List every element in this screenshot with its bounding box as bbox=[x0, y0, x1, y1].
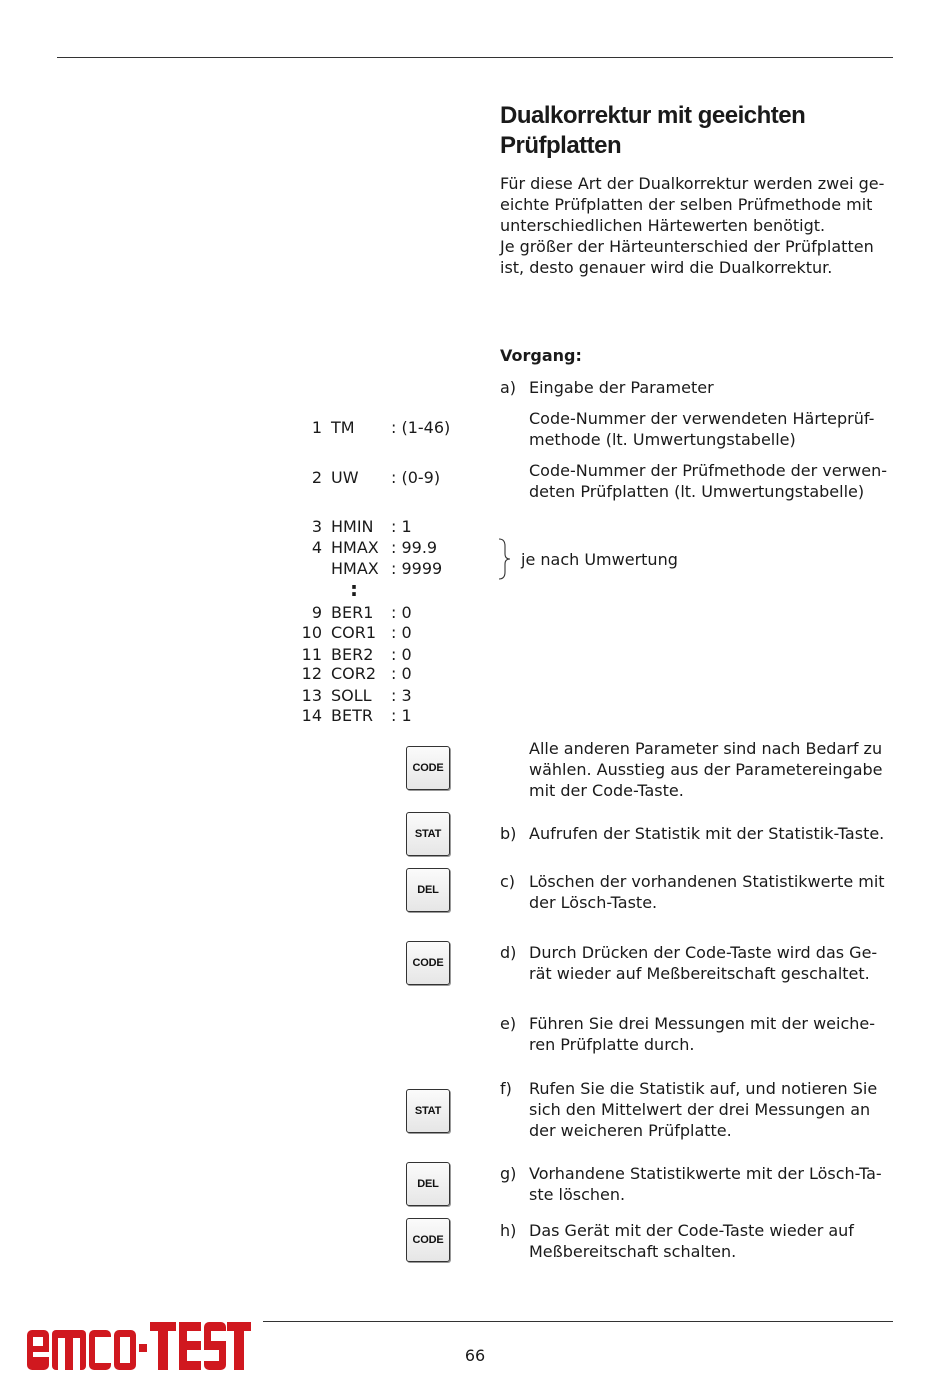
param-name: HMAX bbox=[331, 559, 379, 578]
stat-key-icon: STAT bbox=[406, 1089, 450, 1133]
step-a3-text bbox=[529, 738, 895, 801]
intro-line: unterschiedlichen Härtewerten benötigt. bbox=[500, 216, 826, 235]
step-h-text bbox=[529, 1220, 895, 1262]
param-name: COR2 bbox=[331, 664, 377, 683]
param-value: : 1 bbox=[391, 517, 412, 536]
param-row bbox=[0, 517, 460, 537]
step-f-label: f) bbox=[500, 1079, 512, 1098]
del-key-icon: DEL bbox=[406, 1162, 450, 1206]
text-line: der weicheren Prüfplatte. bbox=[529, 1121, 732, 1140]
param-value: : (0-9) bbox=[391, 468, 441, 487]
param-value: : 1 bbox=[391, 706, 412, 725]
param-name: BETR bbox=[331, 706, 373, 725]
intro-line: ist, desto genauer wird die Dualkorrektur. bbox=[500, 258, 833, 277]
step-a-label: a) bbox=[500, 378, 517, 397]
page-title bbox=[500, 101, 805, 161]
text-line: ste löschen. bbox=[529, 1185, 626, 1204]
text-line: Rufen Sie die Statistik auf, und notieren Sie bbox=[529, 1079, 878, 1098]
param-number: 3 bbox=[311, 517, 322, 536]
param-number: 13 bbox=[301, 686, 322, 705]
text-line: Das Gerät mit der Code-Taste wieder auf bbox=[529, 1221, 854, 1240]
step-c-label: c) bbox=[500, 872, 516, 891]
text-line: der Lösch-Taste. bbox=[529, 893, 658, 912]
intro-line: eichte Prüfplatten der selben Prüfmethode mit bbox=[500, 195, 873, 214]
param-row bbox=[0, 645, 460, 665]
step-b-text bbox=[529, 823, 895, 844]
step-d-text bbox=[529, 942, 895, 984]
param-value: : 3 bbox=[391, 686, 412, 705]
param-name: COR1 bbox=[331, 623, 377, 642]
brace-icon bbox=[497, 538, 513, 580]
param-row bbox=[0, 468, 460, 488]
step-c-text bbox=[529, 871, 895, 913]
step-g-text bbox=[529, 1163, 895, 1205]
vorgang-heading: Vorgang: bbox=[500, 346, 582, 365]
param-row bbox=[0, 664, 460, 684]
header-rule bbox=[57, 57, 893, 58]
param-number: 10 bbox=[301, 623, 322, 642]
param-row bbox=[0, 559, 460, 579]
text-line: Meßbereitschaft schalten. bbox=[529, 1242, 737, 1261]
text-line: Alle anderen Parameter sind nach Bedarf zu bbox=[529, 739, 883, 758]
param-number: 11 bbox=[301, 645, 322, 664]
step-a1-text bbox=[529, 408, 895, 450]
step-e-label: e) bbox=[500, 1014, 517, 1033]
page-title-line-2: Prüfplatten bbox=[500, 132, 622, 159]
param-value: : 0 bbox=[391, 603, 412, 622]
text-line: Aufrufen der Statistik mit der Statistik-Taste. bbox=[529, 824, 885, 843]
param-row bbox=[0, 686, 460, 706]
param-name: BER2 bbox=[331, 645, 374, 664]
param-row bbox=[0, 418, 460, 438]
text-line: Code-Nummer der Prüfmethode der verwen- bbox=[529, 461, 888, 480]
param-value: : 0 bbox=[391, 623, 412, 642]
step-d-label: d) bbox=[500, 943, 517, 962]
param-row bbox=[0, 623, 460, 643]
text-line: Löschen der vorhandenen Statistikwerte mit bbox=[529, 872, 885, 891]
param-number: 14 bbox=[301, 706, 322, 725]
step-a2-text bbox=[529, 460, 895, 502]
code-key-icon: CODE bbox=[406, 1218, 450, 1262]
param-row bbox=[0, 603, 460, 623]
intro-line: Für diese Art der Dualkorrektur werden zwei ge- bbox=[500, 174, 885, 193]
step-e-text bbox=[529, 1013, 895, 1055]
param-row bbox=[0, 538, 460, 558]
text-line: mit der Code-Taste. bbox=[529, 781, 684, 800]
param-number: 9 bbox=[311, 603, 322, 622]
del-key-icon: DEL bbox=[406, 868, 450, 912]
page-number: 66 bbox=[464, 1346, 486, 1365]
step-f-text bbox=[529, 1078, 895, 1141]
param-name: TM bbox=[331, 418, 355, 437]
emco-test-logo bbox=[27, 1320, 251, 1372]
text-line: Führen Sie drei Messungen mit der weiche- bbox=[529, 1014, 876, 1033]
param-value: : 99.9 bbox=[391, 538, 438, 557]
code-key-icon: CODE bbox=[406, 941, 450, 985]
param-number: 1 bbox=[311, 418, 322, 437]
text-line: Durch Drücken der Code-Taste wird das Ge- bbox=[529, 943, 878, 962]
param-name: BER1 bbox=[331, 603, 374, 622]
param-number: 2 bbox=[311, 468, 322, 487]
param-value: : 0 bbox=[391, 645, 412, 664]
text-line: Vorhandene Statistikwerte mit der Lösch-Ta- bbox=[529, 1164, 882, 1183]
intro-paragraph bbox=[500, 173, 895, 278]
step-g-label: g) bbox=[500, 1164, 517, 1183]
param-name: SOLL bbox=[331, 686, 372, 705]
footer-rule bbox=[263, 1321, 893, 1322]
param-name: HMIN bbox=[331, 517, 374, 536]
text-line: rät wieder auf Meßbereitschaft geschaltet. bbox=[529, 964, 870, 983]
step-h-label: h) bbox=[500, 1221, 517, 1240]
param-value: : 0 bbox=[391, 664, 412, 683]
param-number: 4 bbox=[311, 538, 322, 557]
step-b-label: b) bbox=[500, 824, 517, 843]
param-value: : 9999 bbox=[391, 559, 443, 578]
step-a-text: Eingabe der Parameter bbox=[529, 378, 714, 397]
text-line: wählen. Ausstieg aus der Parametereingabe bbox=[529, 760, 883, 779]
param-value: : (1-46) bbox=[391, 418, 451, 437]
text-line: sich den Mittelwert der drei Messungen an bbox=[529, 1100, 871, 1119]
page-title-line-1: Dualkorrektur mit geeichten bbox=[500, 102, 806, 129]
text-line: deten Prüfplatten (lt. Umwertungstabelle) bbox=[529, 482, 865, 501]
intro-line: Je größer der Härteunterschied der Prüfplatten bbox=[500, 237, 874, 256]
text-line: ren Prüfplatte durch. bbox=[529, 1035, 695, 1054]
text-line: methode (lt. Umwertungstabelle) bbox=[529, 430, 796, 449]
param-ellipsis: : bbox=[350, 577, 358, 601]
stat-key-icon: STAT bbox=[406, 812, 450, 856]
text-line: Code-Nummer der verwendeten Härteprüf- bbox=[529, 409, 875, 428]
param-name: UW bbox=[331, 468, 359, 487]
param-number: 12 bbox=[301, 664, 322, 683]
param-row bbox=[0, 706, 460, 726]
brace-note: je nach Umwertung bbox=[521, 550, 678, 569]
param-name: HMAX bbox=[331, 538, 379, 557]
code-key-icon: CODE bbox=[406, 746, 450, 790]
